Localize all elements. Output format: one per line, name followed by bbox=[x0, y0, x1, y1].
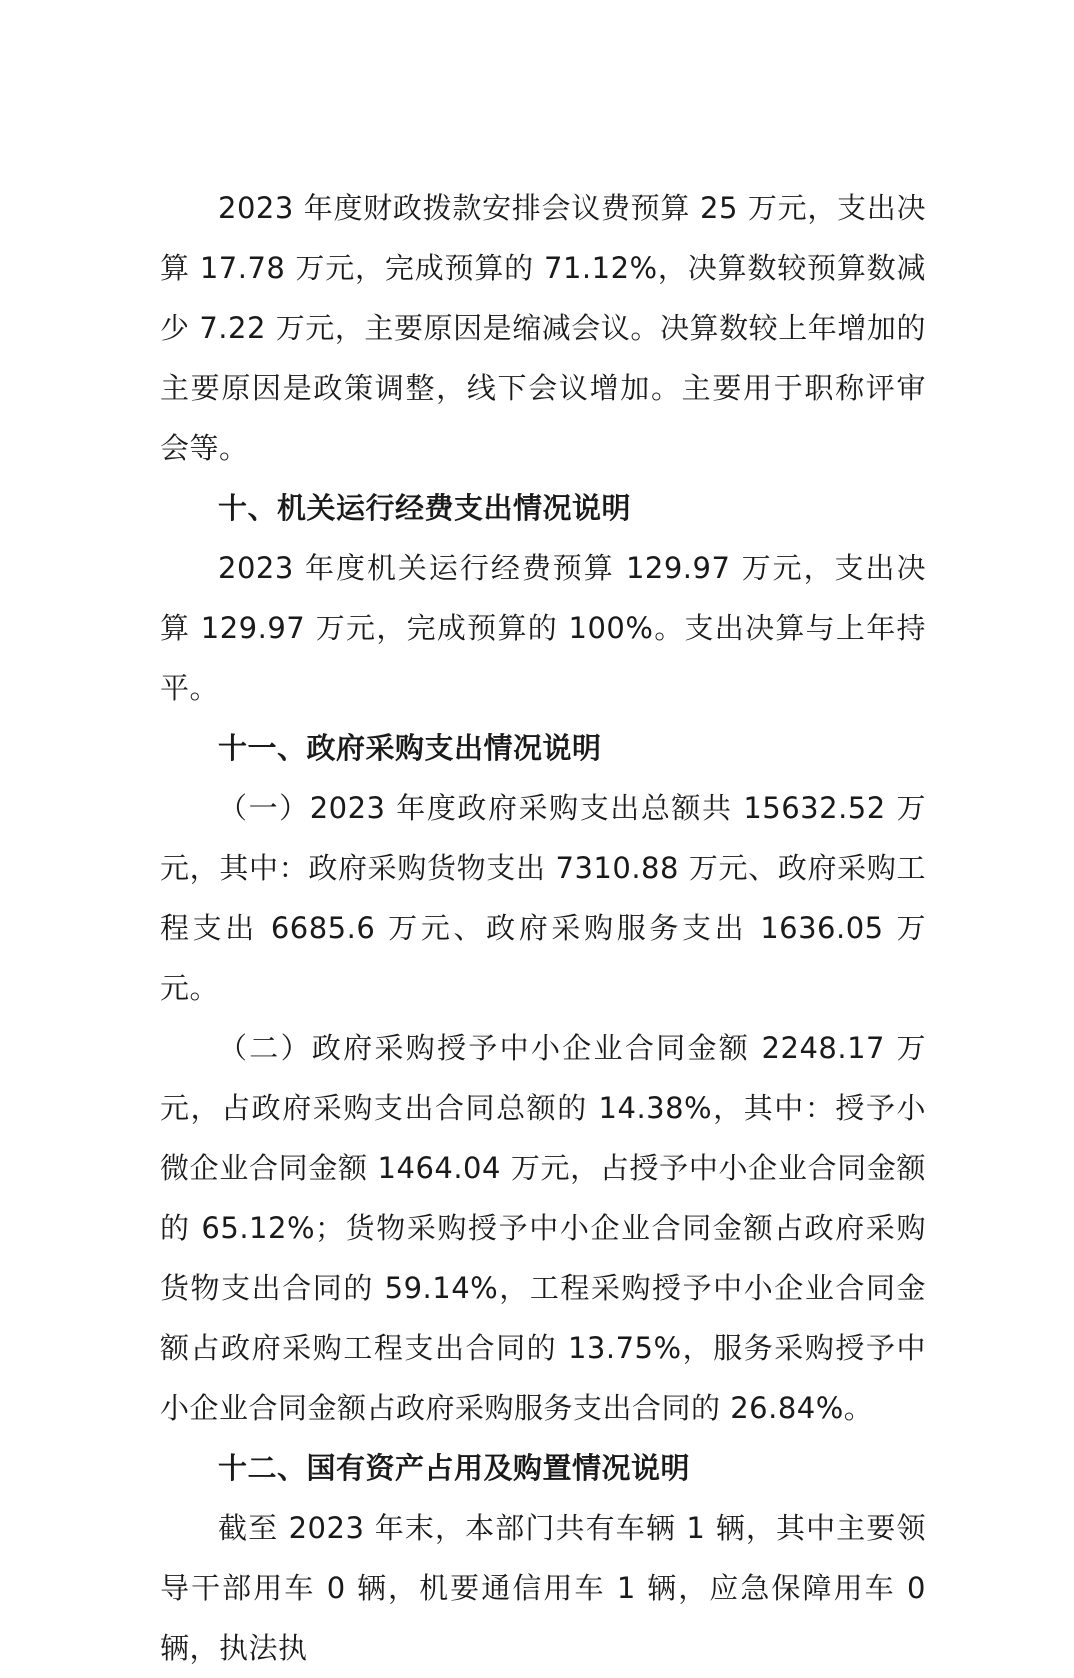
paragraph-procurement-total: （一）2023 年度政府采购支出总额共 15632.52 万元，其中：政府采购货物支出 7310.88 万元、政府采购工程支出 6685.6 万元、政府采购服务支出 1636.05 万元。 bbox=[160, 791, 926, 1005]
heading-section-11: 十一、政府采购支出情况说明 bbox=[218, 731, 602, 765]
paragraph-meeting-fees: 2023 年度财政拨款安排会议费预算 25 万元，支出决算 17.78 万元，完成预算的 71.12%，决算数较预算数减少 7.22 万元，主要原因是缩减会议。决算数较上年增加的主要原因是政策调整，线下会议增加。主要用于职称评审会等。 bbox=[160, 191, 926, 465]
heading-section-10: 十、机关运行经费支出情况说明 bbox=[218, 491, 632, 525]
document-body bbox=[160, 178, 926, 1678]
heading-section-12: 十二、国有资产占用及购置情况说明 bbox=[218, 1451, 691, 1485]
paragraph-state-assets: 截至 2023 年末，本部门共有车辆 1 辆，其中主要领导干部用车 0 辆，机要通信用车 1 辆，应急保障用车 0 辆，执法执 bbox=[160, 1511, 926, 1665]
paragraph-procurement-sme: （二）政府采购授予中小企业合同金额 2248.17 万元，占政府采购支出合同总额的 14.38%，其中：授予小微企业合同金额 1464.04 万元，占授予中小企业合同金额的 65.12%；货物采购授予中小企业合同金额占政府采购货物支出合同的 59.14%，工程采购授予中小企业合同金额占政府采购工程支出合同的 13.75%，服务采购授予中小企业合同金额占政府采购服务支出合同的 26.84%。 bbox=[160, 1031, 926, 1425]
paragraph-operating-expenses: 2023 年度机关运行经费预算 129.97 万元，支出决算 129.97 万元，完成预算的 100%。支出决算与上年持平。 bbox=[160, 551, 926, 705]
